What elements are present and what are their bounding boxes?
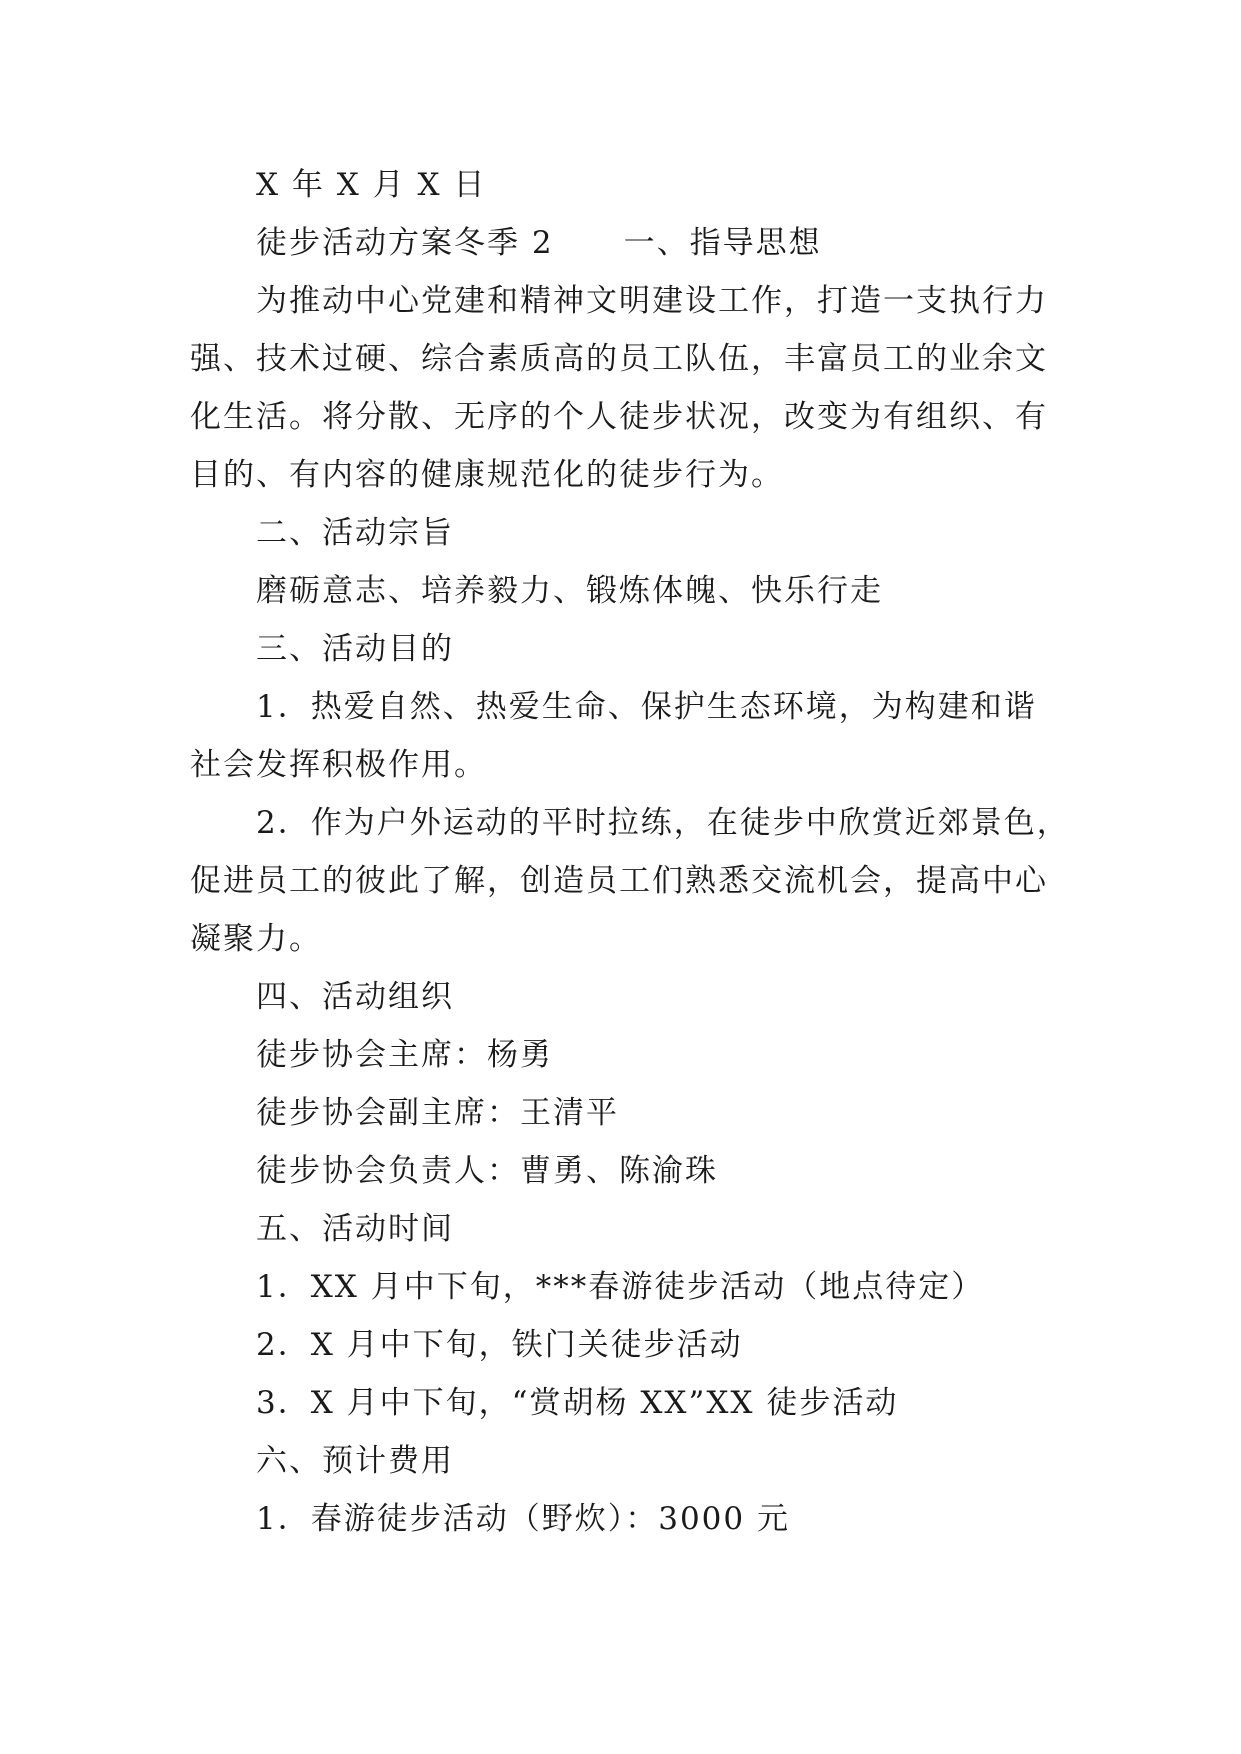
section-5-heading: 五、活动时间: [256, 1211, 454, 1247]
list-item: 徒步协会副主席：王清平: [256, 1095, 619, 1131]
list-item: 1．春游徒步活动（野炊）：3000 元: [256, 1501, 790, 1537]
section-2-body: 磨砺意志、培养毅力、锻炼体魄、快乐行走: [256, 573, 883, 609]
list-item: 徒步协会主席：杨勇: [256, 1037, 553, 1073]
paragraph-line: 强、技术过硬、综合素质高的员工队伍，丰富员工的业余文: [190, 341, 1048, 377]
paragraph-line: 为推动中心党建和精神文明建设工作，打造一支执行力: [256, 283, 1048, 319]
date-line: X 年 X 月 X 日: [256, 167, 487, 203]
section-6-heading: 六、预计费用: [256, 1443, 454, 1479]
document-body: [190, 156, 1070, 1548]
paragraph-line: 1．热爱自然、热爱生命、保护生态环境，为构建和谐: [256, 689, 1037, 725]
section-3-heading: 三、活动目的: [256, 631, 454, 667]
paragraph-line: 目的、有内容的健康规范化的徒步行为。: [190, 457, 784, 493]
plan-title: 徒步活动方案冬季 2: [256, 225, 554, 261]
plan-title-line: [190, 214, 1060, 272]
paragraph-line: 化生活。将分散、无序的个人徒步状况，改变为有组织、有: [190, 399, 1048, 435]
list-item: 徒步协会负责人：曹勇、陈渝珠: [256, 1153, 718, 1189]
section-1-heading: 一、指导思想: [623, 225, 822, 261]
paragraph-line: 2．作为户外运动的平时拉练，在徒步中欣赏近郊景色，: [256, 805, 1070, 841]
list-item: 3．X 月中下旬，“赏胡杨 XX”XX 徒步活动: [256, 1385, 899, 1421]
paragraph-line: 促进员工的彼此了解，创造员工们熟悉交流机会，提高中心: [190, 863, 1048, 899]
paragraph-line: 社会发挥积极作用。: [190, 747, 487, 783]
list-item: 1．XX 月中下旬，***春游徒步活动（地点待定）: [256, 1269, 985, 1305]
list-item: 2．X 月中下旬，铁门关徒步活动: [256, 1327, 743, 1363]
section-2-heading: 二、活动宗旨: [256, 515, 454, 551]
paragraph-line: 凝聚力。: [190, 921, 322, 957]
section-4-heading: 四、活动组织: [256, 979, 454, 1015]
